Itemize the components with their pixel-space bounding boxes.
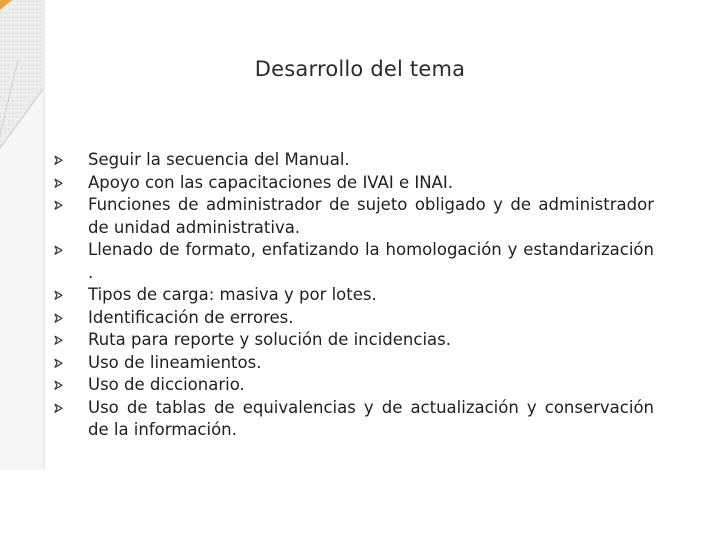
list-item (52, 239, 654, 284)
bullet-text: Uso de lineamientos. (88, 352, 262, 372)
bullet-text: Ruta para reporte y solución de incidencias. (88, 330, 451, 349)
slide-title: Desarrollo del tema (254, 57, 466, 81)
bullet-text: Uso de diccionario. (88, 375, 245, 394)
list-item (52, 397, 654, 442)
bullet-text: Uso de tablas de equivalencias y de actualización y conservación de la información. (88, 397, 654, 439)
list-item (52, 307, 654, 330)
bullet-text: Identificación de errores. (88, 307, 294, 327)
arrow-bullet-icon (52, 149, 66, 172)
arrow-bullet-icon (52, 284, 66, 307)
arrow-bullet-icon (52, 307, 66, 330)
bullet-text: Seguir la secuencia del Manual. (88, 150, 350, 169)
arrow-bullet-icon (52, 329, 66, 352)
bullet-text: Funciones de administrador de sujeto obligado y de administrador de unidad administrativa. (88, 195, 654, 237)
list-item (52, 329, 654, 352)
arrow-bullet-icon (52, 172, 66, 195)
arrow-bullet-icon (52, 194, 66, 217)
bullet-list (52, 149, 654, 442)
arrow-bullet-icon (52, 352, 66, 375)
list-item (52, 284, 654, 307)
bullet-text: Llenado de formato, enfatizando la homologación y estandarización . (88, 240, 654, 282)
arrow-bullet-icon (52, 374, 66, 397)
list-item (52, 374, 654, 397)
list-item (52, 172, 654, 195)
list-item (52, 352, 654, 375)
list-item (52, 194, 654, 239)
arrow-bullet-icon (52, 397, 66, 420)
list-item (52, 149, 654, 172)
bullet-text: Tipos de carga: masiva y por lotes. (88, 285, 377, 304)
bullet-text: Apoyo con las capacitaciones de IVAI e INAI. (88, 172, 453, 192)
arrow-bullet-icon (52, 239, 66, 262)
